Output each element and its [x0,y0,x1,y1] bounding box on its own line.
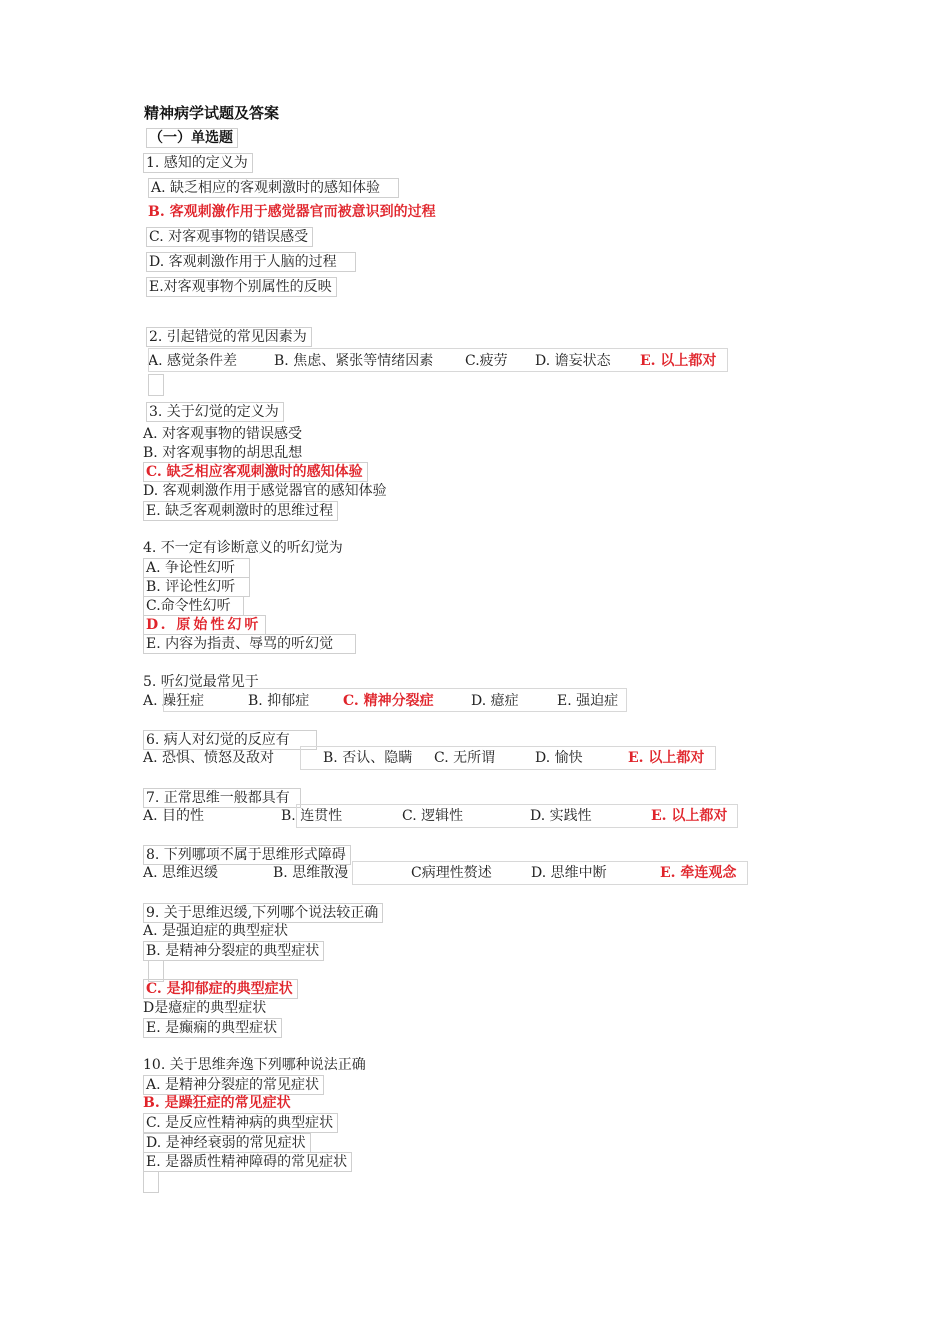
q6-option-e-answer: E. 以上都对 [628,750,705,766]
q9-option-c-answer: C. 是抑郁症的典型症状 [143,979,298,999]
q2-option-e-answer: E. 以上都对 [640,353,717,369]
q10-option-c: C. 是反应性精神病的典型症状 [143,1113,338,1133]
q4-option-d-answer: D. 原始性幻听 [143,615,266,635]
q6-stem: 6. 病人对幻觉的反应有 [143,730,317,750]
q7-stem: 7. 正常思维一般都具有 [143,788,301,808]
q5-stem: 5. 听幻觉最常见于 [143,674,259,690]
q2-option-a: A. 感觉条件差 [148,353,238,369]
q6-options-frame [300,746,716,770]
q8-option-d: D. 思维中断 [531,865,607,881]
q3-stem: 3. 关于幻觉的定义为 [146,402,284,422]
empty-box [143,1171,159,1193]
q8-stem: 8. 下列哪项不属于思维形式障碍 [143,845,351,865]
q3-option-d: D. 客观刺激作用于感觉器官的感知体验 [143,483,387,499]
q6-option-c: C. 无所谓 [434,750,496,766]
q8-option-a: A. 思维迟缓 [143,865,219,881]
q10-stem: 10. 关于思维奔逸下列哪种说法正确 [143,1057,366,1073]
q6-option-b: B. 否认、隐瞒 [323,750,413,766]
q7-option-d: D. 实践性 [530,808,592,824]
q7-option-b: B. 连贯性 [281,808,343,824]
q1-option-d: D. 客观刺激作用于人脑的过程 [146,252,356,272]
q5-option-d: D. 癔症 [471,693,519,709]
q2-stem: 2. 引起错觉的常见因素为 [146,327,312,347]
q7-options-frame [296,804,738,828]
q1-option-a: A. 缺乏相应的客观刺激时的感知体验 [148,178,399,198]
q4-option-b: B. 评论性幻听 [143,577,250,597]
q3-option-c-answer: C. 缺乏相应客观刺激时的感知体验 [143,462,368,482]
q2-option-b: B. 焦虑、紧张等情绪因素 [274,353,434,369]
q1-option-e: E.对客观事物个别属性的反映 [146,277,337,297]
q4-option-e: E. 内容为指责、辱骂的听幻觉 [143,634,356,654]
q1-option-b-answer: B. 客观刺激作用于感觉器官而被意识到的过程 [148,204,436,220]
q4-option-a: A. 争论性幻听 [143,558,250,578]
q8-option-e-answer: E. 牵连观念 [660,865,737,881]
q7-option-c: C. 逻辑性 [402,808,464,824]
q4-stem: 4. 不一定有诊断意义的听幻觉为 [143,540,343,556]
q10-option-e: E. 是器质性精神障碍的常见症状 [143,1152,352,1172]
q9-option-a: A. 是强迫症的典型症状 [143,923,289,939]
q9-option-d: D是癔症的典型症状 [143,1000,267,1016]
q3-option-e: E. 缺乏客观刺激时的思维过程 [143,501,338,521]
q10-option-a: A. 是精神分裂症的常见症状 [143,1075,324,1095]
q5-option-b: B. 抑郁症 [248,693,310,709]
section-heading: （一）单选题 [146,128,238,148]
q4-option-c: C.命令性幻听 [143,596,244,616]
q2-option-c: C.疲劳 [465,353,508,369]
q5-option-a: A. 躁狂症 [143,693,205,709]
q5-options-frame [163,688,627,712]
q1-stem: 1. 感知的定义为 [143,153,253,173]
q9-stem: 9. 关于思维迟缓,下列哪个说法较正确 [143,903,383,923]
q9-option-b: B. 是精神分裂症的典型症状 [143,941,324,961]
q3-option-b: B. 对客观事物的胡思乱想 [143,445,303,461]
q8-option-c: C病理性赘述 [411,865,492,881]
q1-option-c: C. 对客观事物的错误感受 [146,227,313,247]
q8-option-b: B. 思维散漫 [273,865,349,881]
document-title: 精神病学试题及答案 [144,104,280,122]
q7-option-e-answer: E. 以上都对 [651,808,728,824]
q3-option-a: A. 对客观事物的错误感受 [143,426,303,442]
q5-option-c-answer: C. 精神分裂症 [343,693,434,709]
q8-options-frame [352,861,748,885]
q9-option-e: E. 是癫痫的典型症状 [143,1018,282,1038]
q2-option-d: D. 谵妄状态 [535,353,611,369]
q2-options-frame [148,348,728,372]
q6-option-a: A. 恐惧、愤怒及敌对 [143,750,275,766]
q10-option-d: D. 是神经衰弱的常见症状 [143,1133,311,1153]
empty-box [148,374,164,396]
q6-option-d: D. 愉快 [535,750,583,766]
q7-option-a: A. 目的性 [143,808,205,824]
q10-option-b-answer: B. 是躁狂症的常见症状 [143,1095,291,1111]
q5-option-e: E. 强迫症 [557,693,619,709]
